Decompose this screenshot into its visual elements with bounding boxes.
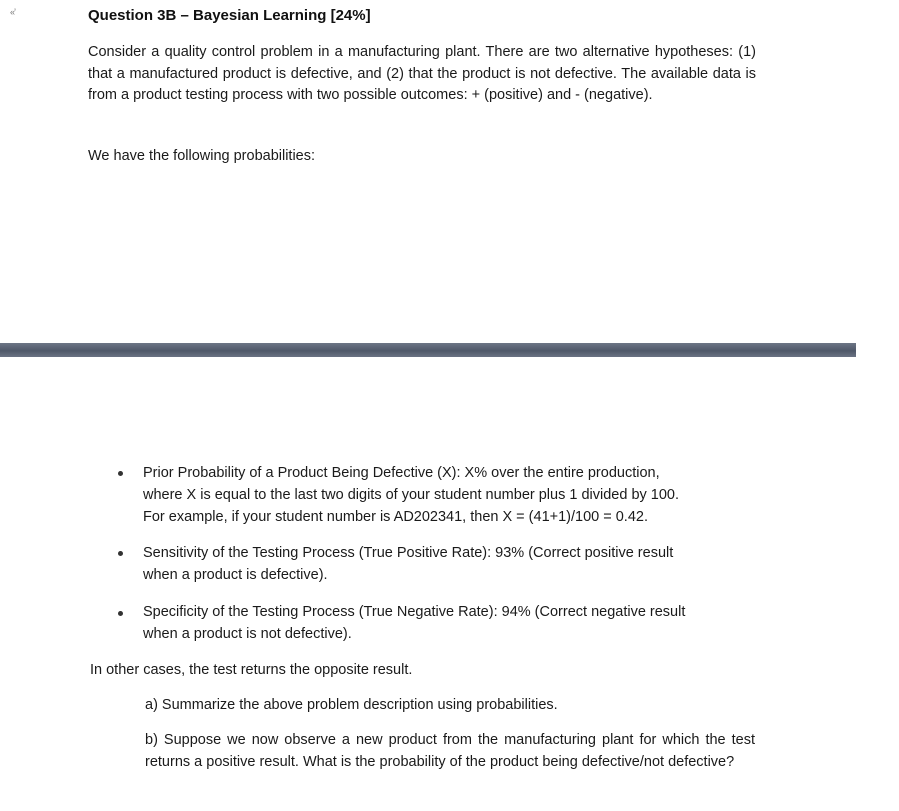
- bullet-line: where X is equal to the last two digits of your student number plus 1 divided by 100.: [143, 487, 680, 503]
- bullet-sensitivity: [143, 542, 755, 586]
- bullet-line: Specificity of the Testing Process (True Negative Rate): 94% (Correct negative result: [143, 604, 686, 620]
- other-cases-text: In other cases, the test returns the opposite result.: [90, 662, 413, 678]
- intro-paragraph: Consider a quality control problem in a manufacturing plant. There are two alternative hypotheses: (1) that a manufactured product is defective, and (2) that the product is not defective. The available data is from a product testing process with two possible outcomes: + (positive) and - (negative).: [88, 44, 756, 103]
- bullet-line: Prior Probability of a Product Being Defective (X): X% over the entire production,: [143, 465, 660, 481]
- bullet-line: when a product is defective).: [143, 567, 328, 583]
- page-divider-bar: [0, 343, 856, 357]
- question-b-text: b) Suppose we now observe a new product from the manufacturing plant for which the test returns a positive result. What is the probability of the product being defective/not defective?: [145, 732, 755, 770]
- probabilities-label: We have the following probabilities:: [88, 148, 316, 164]
- bullet-line: For example, if your student number is AD202341, then X = (41+1)/100 = 0.42.: [143, 509, 648, 525]
- corner-mark-icon: «̓: [10, 7, 16, 17]
- question-heading: Question 3B – Bayesian Learning [24%]: [88, 7, 371, 24]
- bullet-line: when a product is not defective).: [143, 626, 352, 642]
- bullet-line: Sensitivity of the Testing Process (True Positive Rate): 93% (Correct positive result: [143, 545, 674, 561]
- bullet-prior-probability: [143, 462, 755, 528]
- bullet-dot-icon: [118, 551, 123, 556]
- bullet-dot-icon: [118, 611, 123, 616]
- bullet-dot-icon: [118, 471, 123, 476]
- bullet-specificity: [143, 601, 755, 645]
- question-a-text: a) Summarize the above problem description using probabilities.: [145, 697, 558, 713]
